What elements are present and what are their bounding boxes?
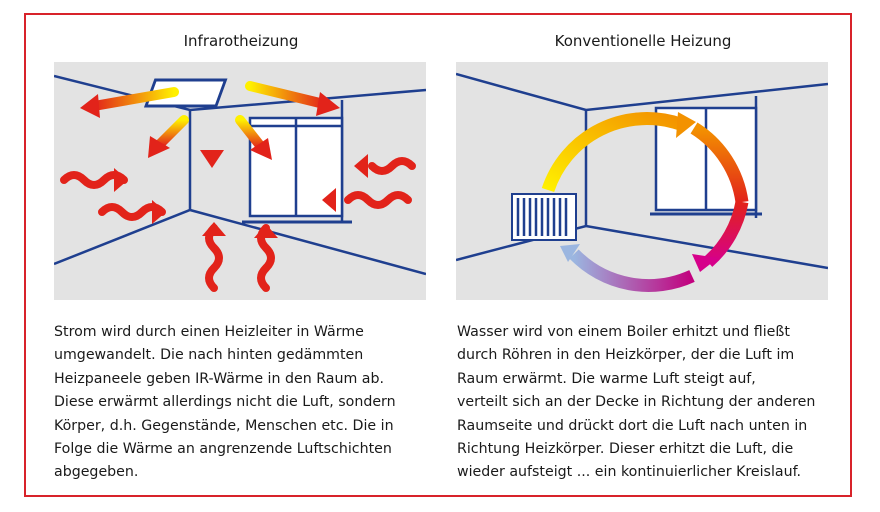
conventional-heating-description: Wasser wird von einem Boiler erhitzt und fließt durch Röhren in den Heizkörper, der die Luft im Raum erwärmt. Die warme Luft steigt auf, verteilt sich an der Decke in Richtung der anderen Raumseite und drückt dort die Luft nach unten in Richtung Heizkörper. Dieser erhitzt die Luft, die wieder aufsteigt ... ein kontinuierlicher Kreislauf. <box>457 324 816 481</box>
conventional-heating-title: Konventionelle Heizung <box>554 32 732 50</box>
infrared-heating-description: Strom wird durch einen Heizleiter in Wärme umgewandelt. Die nach hinten gedämmten Heizpaneele geben IR-Wärme in den Raum ab. Diese erwärmt allerdings nicht die Luft, sondern Körper, d.h. Gegenstände, Menschen etc. Die in Folge die Wärme an angrenzende Luftschichten abgegeben. <box>54 324 396 481</box>
infrared-heating-title: Infrarotheizung <box>183 32 299 50</box>
infrared-heating-illustration <box>54 62 426 300</box>
conventional-heating-illustration <box>456 62 828 300</box>
radiator <box>512 194 576 240</box>
convection-wave-arrows <box>64 154 412 288</box>
